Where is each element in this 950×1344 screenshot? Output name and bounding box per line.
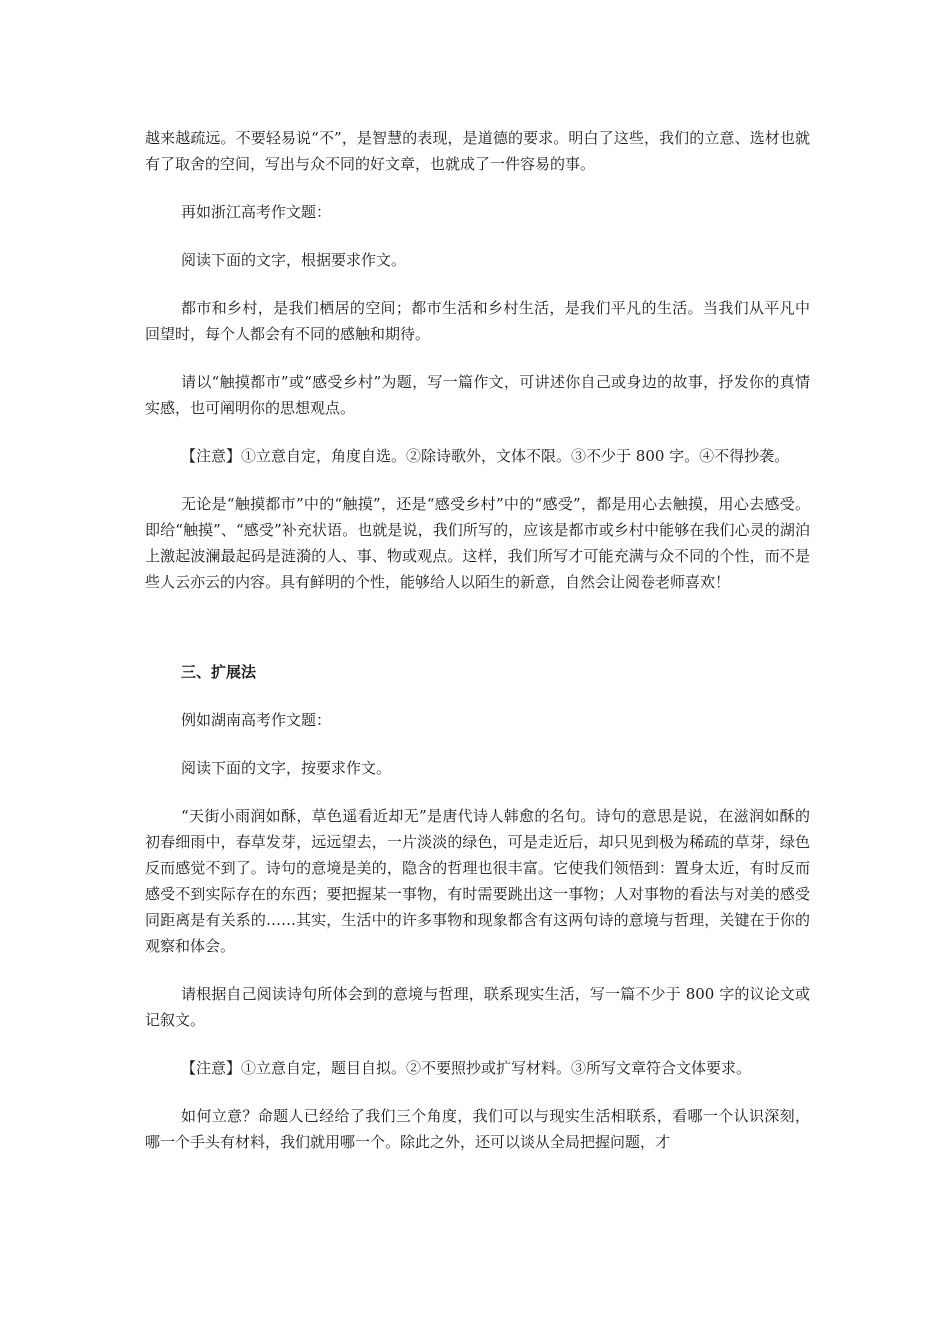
- paragraph: 越来越疏远。不要轻易说“不”，是智慧的表现，是道德的要求。明白了这些，我们的立意、选材也就有了取舍的空间，写出与众不同的好文章，也就成了一件容易的事。: [145, 129, 810, 173]
- section-spacer: [145, 617, 810, 659]
- paragraph: 无论是“触摸都市”中的“触摸”，还是“感受乡村”中的“感受”，都是用心去触摸，用心去感受。即给“触摸”、“感受”补充状语。也就是说，我们所写的，应该是都市或乡村中能够在我们心灵的湖泊上激起波澜最起码是涟漪的人、事、物或观点。这样，我们所写才可能充满与众不同的个性，而不是些人云亦云的内容。具有鲜明的个性，能够给人以陌生的新意，自然会让阅卷老师喜欢！: [145, 495, 810, 591]
- section-heading: 三、扩展法: [181, 663, 257, 681]
- paragraph: 再如浙江高考作文题：: [181, 203, 332, 221]
- paragraph: 【注意】①立意自定，角度自选。②除诗歌外，文体不限。③不少于 800 字。④不得抄袭。: [181, 447, 790, 465]
- paragraph: 都市和乡村，是我们栖居的空间；都市生活和乡村生活，是我们平凡的生活。当我们从平凡中回望时，每个人都会有不同的感触和期待。: [145, 299, 810, 343]
- paragraph: 请以“触摸都市”或“感受乡村”为题，写一篇作文，可讲述你自己或身边的故事，抒发你的真情实感，也可阐明你的思想观点。: [145, 373, 810, 417]
- paragraph: 请根据自己阅读诗句所体会到的意境与哲理，联系现实生活，写一篇不少于 800 字的议论文或记叙文。: [145, 985, 810, 1029]
- paragraph: 【注意】①立意自定，题目自拟。②不要照抄或扩写材料。③所写文章符合文体要求。: [181, 1059, 752, 1077]
- document-body: [145, 125, 810, 1177]
- paragraph: 阅读下面的文字，根据要求作文。: [181, 251, 407, 269]
- paragraph: 如何立意？命题人已经给了我们三个角度，我们可以与现实生活相联系，看哪一个认识深刻，哪一个手头有材料，我们就用哪一个。除此之外，还可以谈从全局把握问题，才: [145, 1107, 810, 1151]
- paragraph: “天街小雨润如酥，草色遥看近却无”是唐代诗人韩愈的名句。诗句的意思是说，在滋润如酥的初春细雨中，春草发芽，远远望去，一片淡淡的绿色，可是走近后，却只见到极为稀疏的草芽，绿色反而感觉不到了。诗句的意境是美的，隐含的哲理也很丰富。它使我们领悟到：置身太近，有时反而感受不到实际存在的东西；要把握某一事物，有时需要跳出这一事物；人对事物的看法与对美的感受同距离是有关系的……其实，生活中的许多事物和现象都含有这两句诗的意境与哲理，关键在于你的观察和体会。: [145, 807, 810, 955]
- paragraph: 例如湖南高考作文题：: [181, 711, 332, 729]
- paragraph: 阅读下面的文字，按要求作文。: [181, 759, 392, 777]
